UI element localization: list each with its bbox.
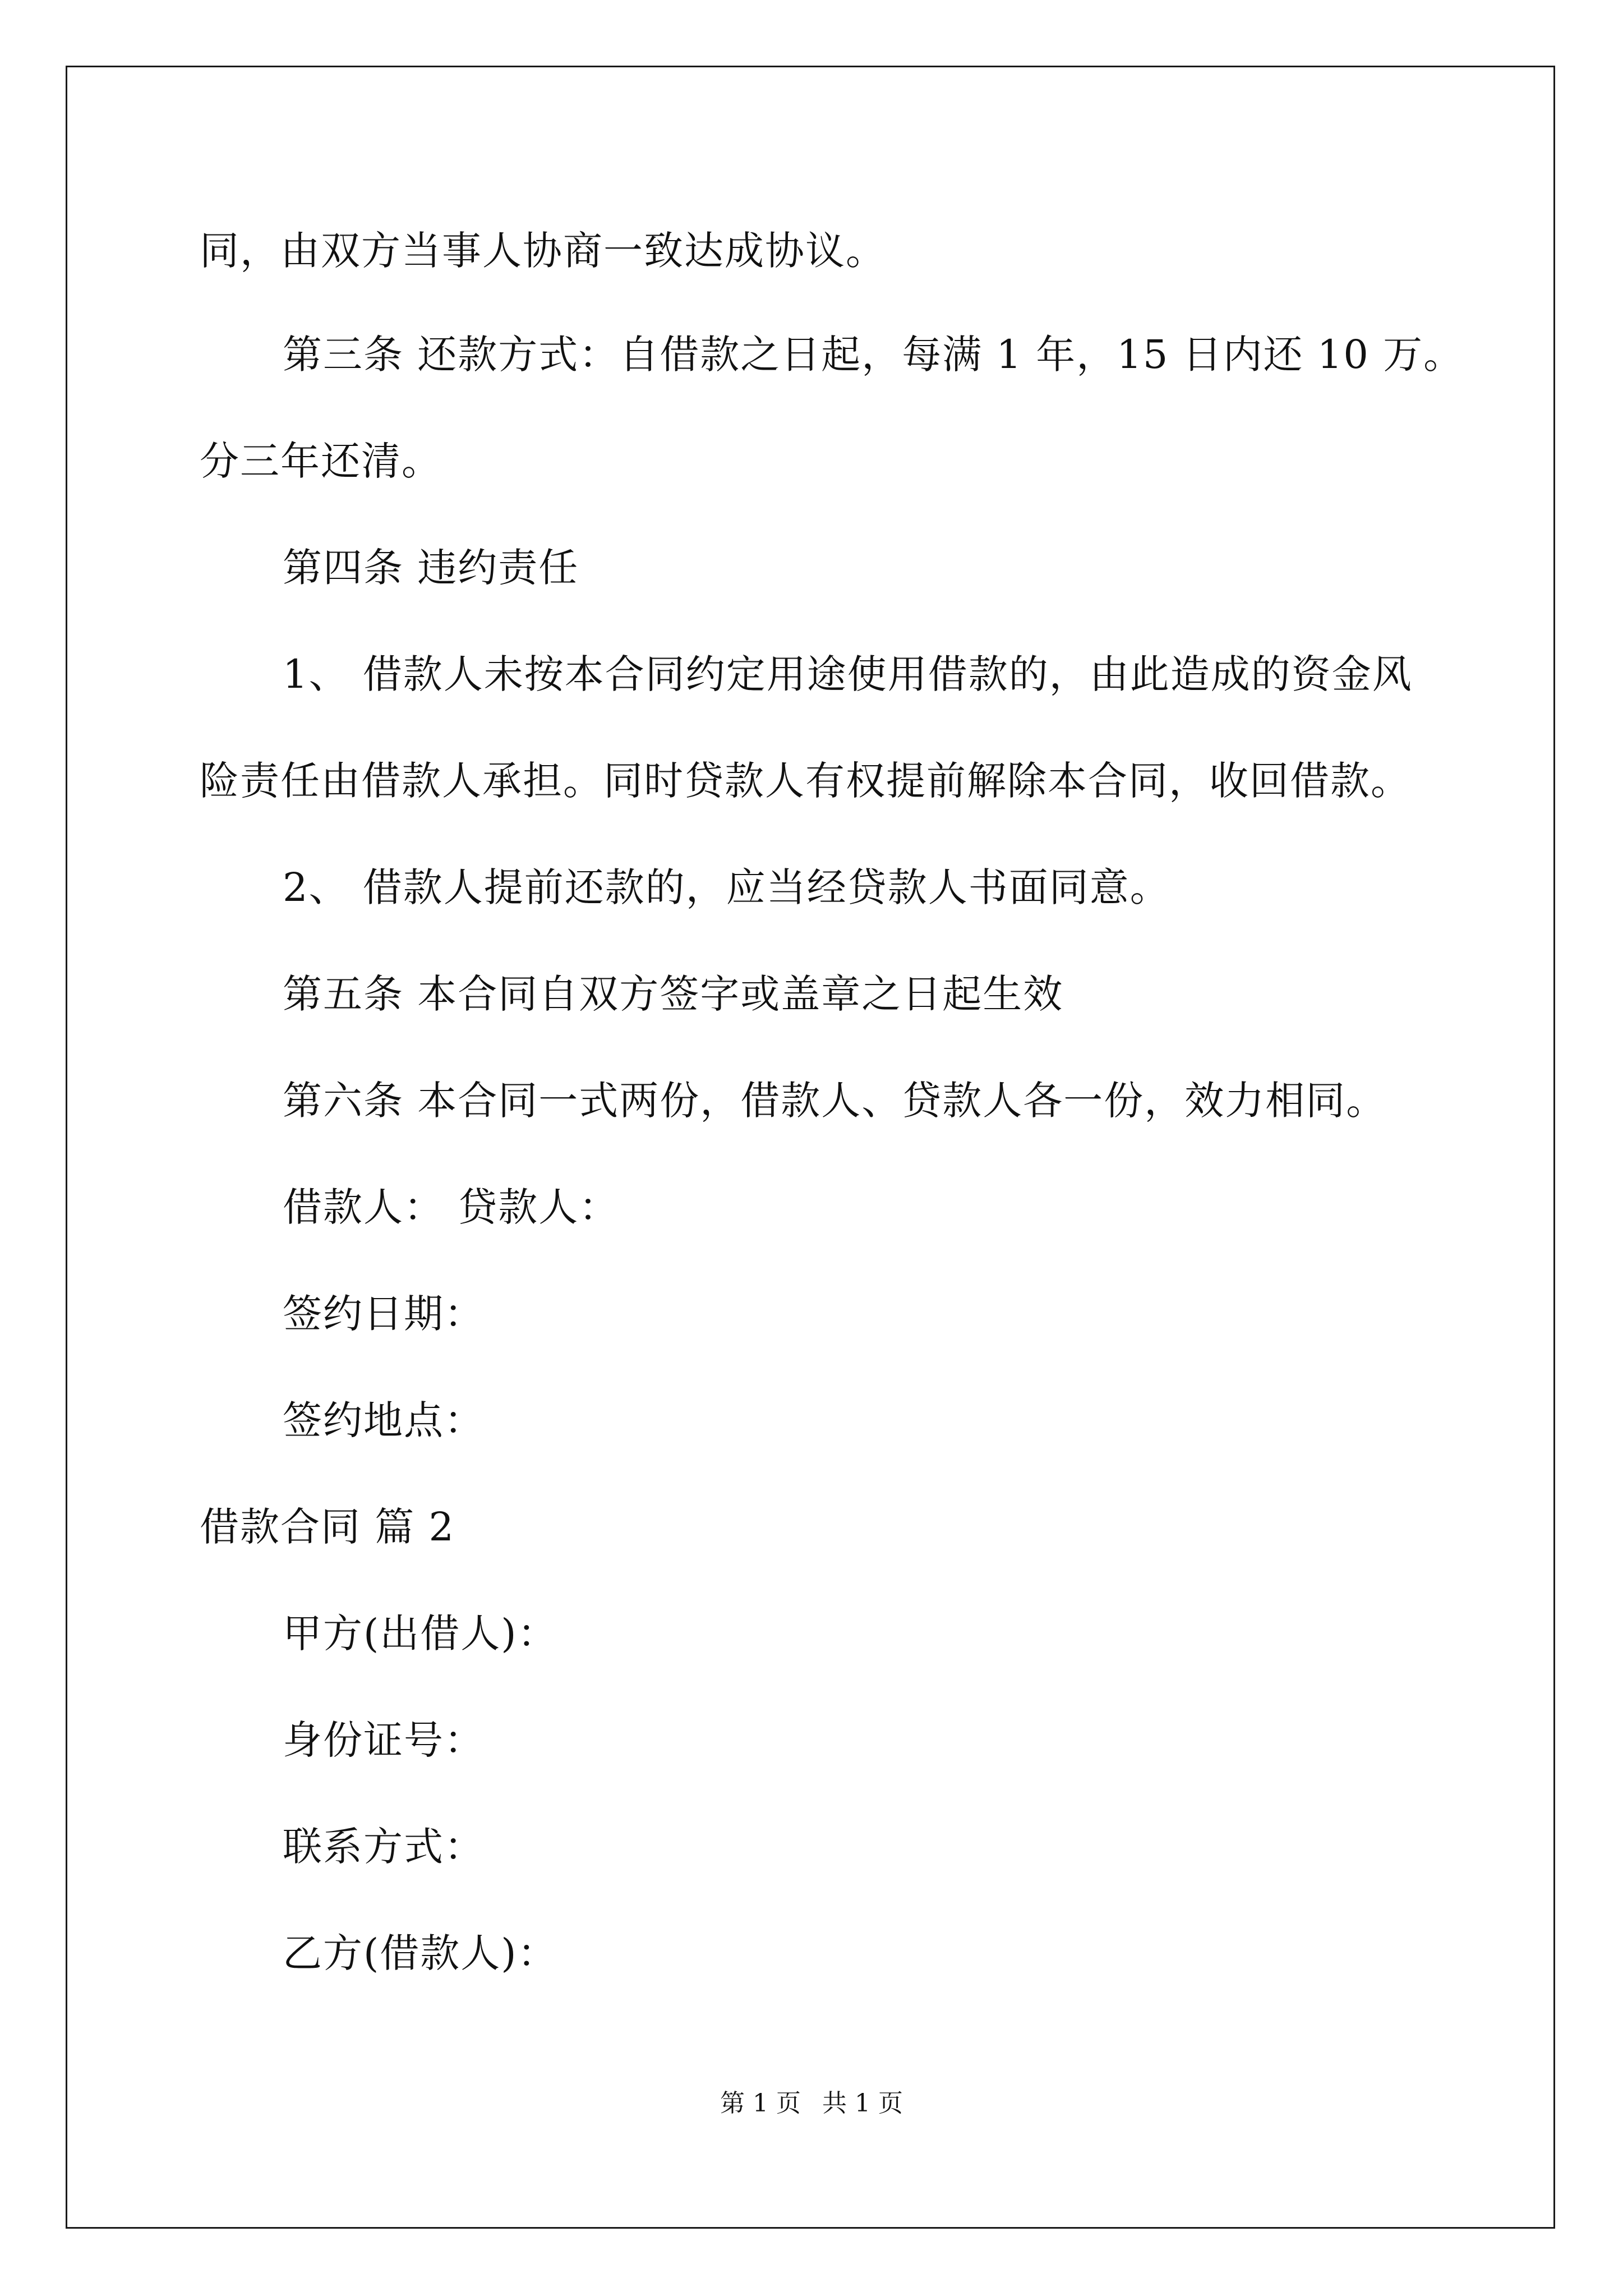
page-border: [66, 66, 1555, 2229]
page-footer: [0, 2087, 1623, 2120]
party-b-line: 乙方(借款人)：: [283, 1930, 558, 1976]
section-heading: 第四条 违约责任: [283, 545, 579, 591]
signature-line: 借款人： 贷款人：: [283, 1184, 620, 1230]
id-number-line: 身份证号：: [283, 1717, 485, 1763]
paragraph-line: 第六条 本合同一式两份，借款人、贷款人各一份，效力相同。: [283, 1078, 1387, 1124]
contract-title: 借款合同 篇 2: [200, 1504, 455, 1550]
page-number: 第 1 页: [720, 2089, 801, 2118]
paragraph-line: 险责任由借款人承担。同时贷款人有权提前解除本合同，收回借款。: [200, 758, 1411, 804]
paragraph-line: 第五条 本合同自双方签字或盖章之日起生效: [283, 971, 1064, 1017]
paragraph-line: 同，由双方当事人协商一致达成协议。: [200, 228, 886, 274]
paragraph-line: 1、 借款人未按本合同约定用途使用借款的，由此造成的资金风: [283, 651, 1413, 697]
paragraph-line: 第三条 还款方式：自借款之日起，每满 1 年，15 日内还 10 万。: [283, 332, 1464, 378]
paragraph-line: 分三年还清。: [200, 438, 442, 484]
party-a-line: 甲方(出借人)：: [283, 1611, 558, 1657]
paragraph-line: 2、 借款人提前还款的，应当经贷款人书面同意。: [283, 864, 1170, 910]
contact-line: 联系方式：: [283, 1824, 485, 1870]
sign-date-line: 签约日期：: [283, 1291, 485, 1337]
sign-place-line: 签约地点：: [283, 1397, 485, 1443]
page-total: 共 1 页: [822, 2089, 903, 2118]
